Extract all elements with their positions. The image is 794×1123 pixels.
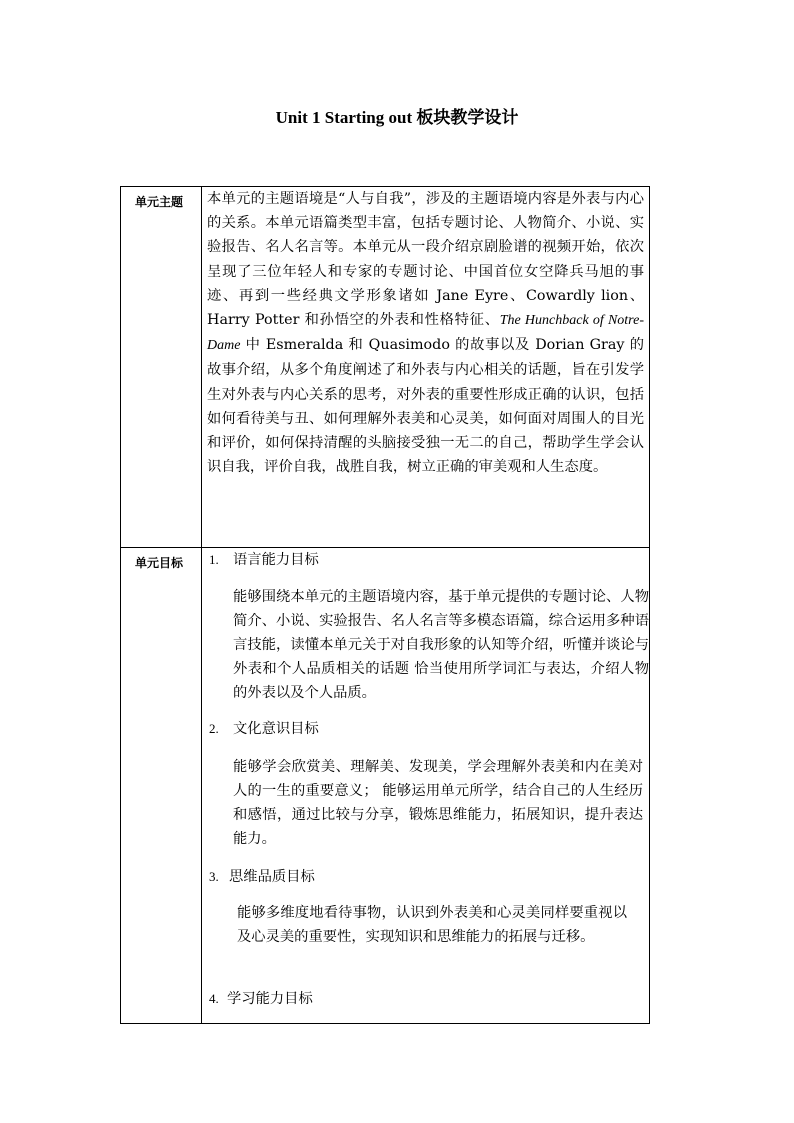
- page-title: Unit 1 Starting out 板块教学设计: [275, 108, 519, 127]
- goal-body-language: 能够围绕本单元的主题语境内容，基于单元提供的专题讨论、人物简介、小说、实验报告、名人名言等多模态语篇，综合运用多种语言技能，读懂本单元关于对自我形象的认知等介绍，听懂并谈论与外表和个人品质相关的话题 恰当使用所学词汇与表达，介绍人物的外表以及个人品质。: [233, 589, 649, 701]
- theme-label: 单元主题: [135, 195, 184, 209]
- goals-content-cell: [203, 548, 649, 1023]
- goals-label-cell: [121, 548, 202, 1023]
- theme-text-part-1: 本单元的主题语境是“人与自我”，涉及的主题语境内容是外表与内心的关系。本单元语篇类型丰富，包括专题讨论、人物简介、小说、实验报告、名人名言等。本单元从一段介绍京剧脸谱的视频开始，依次呈现了三位年轻人和专家的专题讨论、中国首位女空降兵马旭的事迹、再到一些经典文学形象诸如 Jane Eyre、Cowardly lion、Harry Potter 和孙悟空的外表和性格特征、: [207, 191, 644, 329]
- table-row-goals: [121, 548, 649, 1023]
- goal-heading-text: 学习能力目标: [227, 991, 313, 1007]
- goal-number: 2.: [209, 721, 219, 736]
- theme-content-cell: [203, 187, 649, 547]
- goal-heading-learning: [209, 989, 313, 1009]
- goal-number: 1.: [209, 552, 219, 567]
- goal-heading-thinking: [209, 867, 315, 887]
- goal-heading-language: [209, 550, 319, 570]
- design-table: [120, 186, 650, 1024]
- goal-heading-culture: [209, 719, 319, 739]
- theme-paragraph: [207, 187, 644, 479]
- goal-heading-text: 思维品质目标: [229, 869, 315, 885]
- goal-number: 4.: [209, 991, 219, 1006]
- goals-label: 单元目标: [135, 556, 184, 570]
- goal-body-thinking: 能够多维度地看待事物，认识到外表美和心灵美同样要重视以及心灵美的重要性，实现知识和思维能力的拓展与迁移。: [237, 905, 627, 945]
- goal-number: 3.: [209, 869, 219, 884]
- goal-body-culture: 能够学会欣赏美、理解美、发现美，学会理解外表美和内在美对人的一生的重要意义； 能够运用单元所学，结合自己的人生经历和感悟，通过比较与分享，锻炼思维能力，拓展知识，提升表达能力。: [233, 759, 643, 847]
- table-row-theme: [121, 187, 649, 548]
- goal-heading-text: 文化意识目标: [233, 721, 319, 737]
- theme-label-cell: [121, 187, 202, 547]
- theme-text-part-2: 中 Esmeralda 和 Quasimodo 的故事以及 Dorian Gray 的故事介绍，从多个角度阐述了和外表与内心相关的话题，旨在引发学生对外表与内心关系的思考，对外表的重要性形成正确的认识，包括如何看待美与丑、如何理解外表美和心灵美，如何面对周围人的目光和评价，如何保持清醒的头脑接受独一无二的自己，帮助学生学会认识自我，评价自我，战胜自我，树立正确的审美观和人生态度。: [207, 337, 644, 476]
- goal-heading-text: 语言能力目标: [233, 552, 319, 568]
- theme-italic-title: The Hunchback of Notre-Dame: [207, 313, 644, 354]
